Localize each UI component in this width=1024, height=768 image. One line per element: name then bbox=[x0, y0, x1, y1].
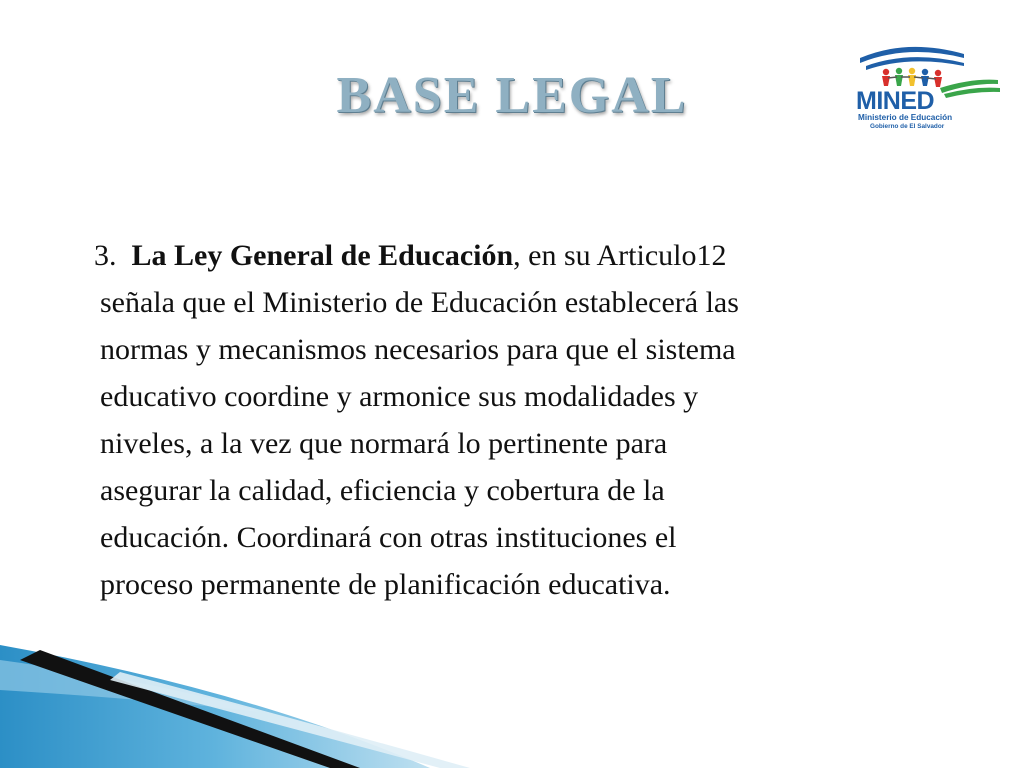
paragraph-line-3: normas y mecanismos necesarios para que el sistema bbox=[100, 333, 736, 366]
paragraph-line-6: asegurar la calidad, eficiencia y cobertura de la bbox=[100, 474, 665, 507]
slide-title: BASE LEGAL bbox=[336, 67, 688, 124]
paragraph-line-7: educación. Coordinará con otras instituciones el bbox=[100, 521, 677, 554]
paragraph-line-5: niveles, a la vez que normará lo pertinente para bbox=[100, 427, 668, 460]
legal-paragraph bbox=[94, 232, 980, 608]
paragraph-line-8: proceso permanente de planificación educativa. bbox=[100, 568, 671, 601]
paragraph-line-4: educativo coordine y armonice sus modalidades y bbox=[100, 380, 699, 413]
paragraph-number: 3. bbox=[94, 239, 117, 272]
logo-subtitle: Ministerio de Educación bbox=[858, 113, 953, 122]
paragraph-line-1-rest: , en su Articulo12 bbox=[513, 239, 727, 272]
paragraph-line-2: señala que el Ministerio de Educación establecerá las bbox=[100, 286, 739, 319]
logo-subtitle-2: Gobierno de El Salvador bbox=[870, 123, 945, 130]
paragraph-line-1 bbox=[94, 232, 980, 279]
mined-logo-graphic bbox=[852, 36, 1002, 136]
mined-logo bbox=[852, 36, 1002, 136]
logo-wordmark: MINED bbox=[856, 87, 935, 115]
law-name: La Ley General de Educación bbox=[131, 239, 514, 272]
